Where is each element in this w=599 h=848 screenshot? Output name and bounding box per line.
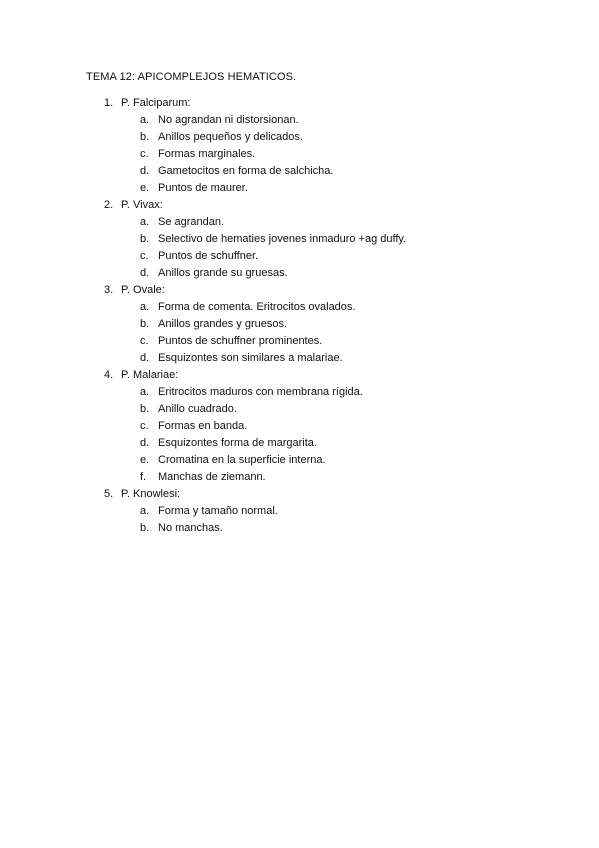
item-marker: d.: [140, 437, 150, 449]
list-item: [0, 146, 599, 163]
section-label: P. Falciparum:: [121, 97, 191, 109]
section-heading: [0, 197, 599, 214]
list-item: [0, 435, 599, 452]
item-marker: b.: [140, 131, 150, 143]
item-marker: c.: [140, 250, 149, 262]
item-text: Anillos grandes y gruesos.: [158, 318, 288, 330]
item-marker: a.: [140, 386, 150, 398]
item-marker: b.: [140, 233, 150, 245]
list-item: [0, 316, 599, 333]
item-text: Puntos de schuffner prominentes.: [158, 335, 323, 347]
item-text: Manchas de ziemann.: [158, 471, 266, 483]
item-marker: b.: [140, 522, 150, 534]
list-item: [0, 452, 599, 469]
section-number: 3.: [104, 284, 114, 296]
item-text: Anillos pequeños y delicados.: [158, 131, 303, 143]
item-marker: a.: [140, 114, 150, 126]
list-item: [0, 248, 599, 265]
section-number: 1.: [104, 97, 114, 109]
item-marker: f.: [140, 471, 147, 483]
section-number: 2.: [104, 199, 114, 211]
item-text: Eritrocitos maduros con membrana rígida.: [158, 386, 363, 398]
item-text: Formas en banda.: [158, 420, 248, 432]
item-marker: e.: [140, 182, 150, 194]
item-text: Cromatina en la superficie interna.: [158, 454, 326, 466]
item-text: Esquizontes forma de margarita.: [158, 437, 317, 449]
list-item: [0, 163, 599, 180]
section-number: 5.: [104, 488, 114, 500]
list-item: [0, 401, 599, 418]
item-text: Gametocitos en forma de salchicha.: [158, 165, 334, 177]
item-text: Formas marginales.: [158, 148, 256, 160]
section-heading: [0, 367, 599, 384]
item-text: Puntos de maurer.: [158, 182, 248, 194]
item-text: Esquizontes son similares a malariae.: [158, 352, 343, 364]
item-marker: b.: [140, 318, 150, 330]
section-heading: [0, 486, 599, 503]
item-marker: d.: [140, 352, 150, 364]
item-text: Selectivo de hematies jovenes inmaduro +ag duffy.: [158, 233, 407, 245]
item-text: Se agrandan.: [158, 216, 225, 228]
section-heading: [0, 95, 599, 112]
item-text: Puntos de schuffner.: [158, 250, 259, 262]
item-marker: d.: [140, 165, 150, 177]
section-heading: [0, 282, 599, 299]
list-item: [0, 469, 599, 486]
list-item: [0, 214, 599, 231]
list-item: [0, 520, 599, 537]
list-item: [0, 129, 599, 146]
list-item: [0, 112, 599, 129]
item-marker: c.: [140, 420, 149, 432]
section-label: P. Vivax:: [121, 199, 163, 211]
item-text: No manchas.: [158, 522, 223, 534]
list-item: [0, 350, 599, 367]
item-marker: a.: [140, 301, 150, 313]
list-item: [0, 265, 599, 282]
list-item: [0, 299, 599, 316]
item-marker: e.: [140, 454, 150, 466]
section-label: P. Ovale:: [121, 284, 165, 296]
item-marker: b.: [140, 403, 150, 415]
item-marker: a.: [140, 505, 150, 517]
item-marker: a.: [140, 216, 150, 228]
item-text: Forma y tamaño normal.: [158, 505, 278, 517]
list-item: [0, 418, 599, 435]
item-text: Anillo cuadrado.: [158, 403, 237, 415]
section-label: P. Knowlesi:: [121, 488, 181, 500]
section-number: 4.: [104, 369, 114, 381]
section-label: P. Malariae:: [121, 369, 179, 381]
list-item: [0, 503, 599, 520]
item-marker: d.: [140, 267, 150, 279]
item-marker: c.: [140, 335, 149, 347]
list-item: [0, 231, 599, 248]
list-item: [0, 384, 599, 401]
item-text: Anillos grande su gruesas.: [158, 267, 288, 279]
item-marker: c.: [140, 148, 149, 160]
document-title: TEMA 12: APICOMPLEJOS HEMATICOS.: [86, 71, 297, 83]
item-text: Forma de comenta. Eritrocitos ovalados.: [158, 301, 356, 313]
list-item: [0, 333, 599, 350]
item-text: No agrandan ni distorsionan.: [158, 114, 299, 126]
species-outline: [0, 95, 599, 537]
list-item: [0, 180, 599, 197]
